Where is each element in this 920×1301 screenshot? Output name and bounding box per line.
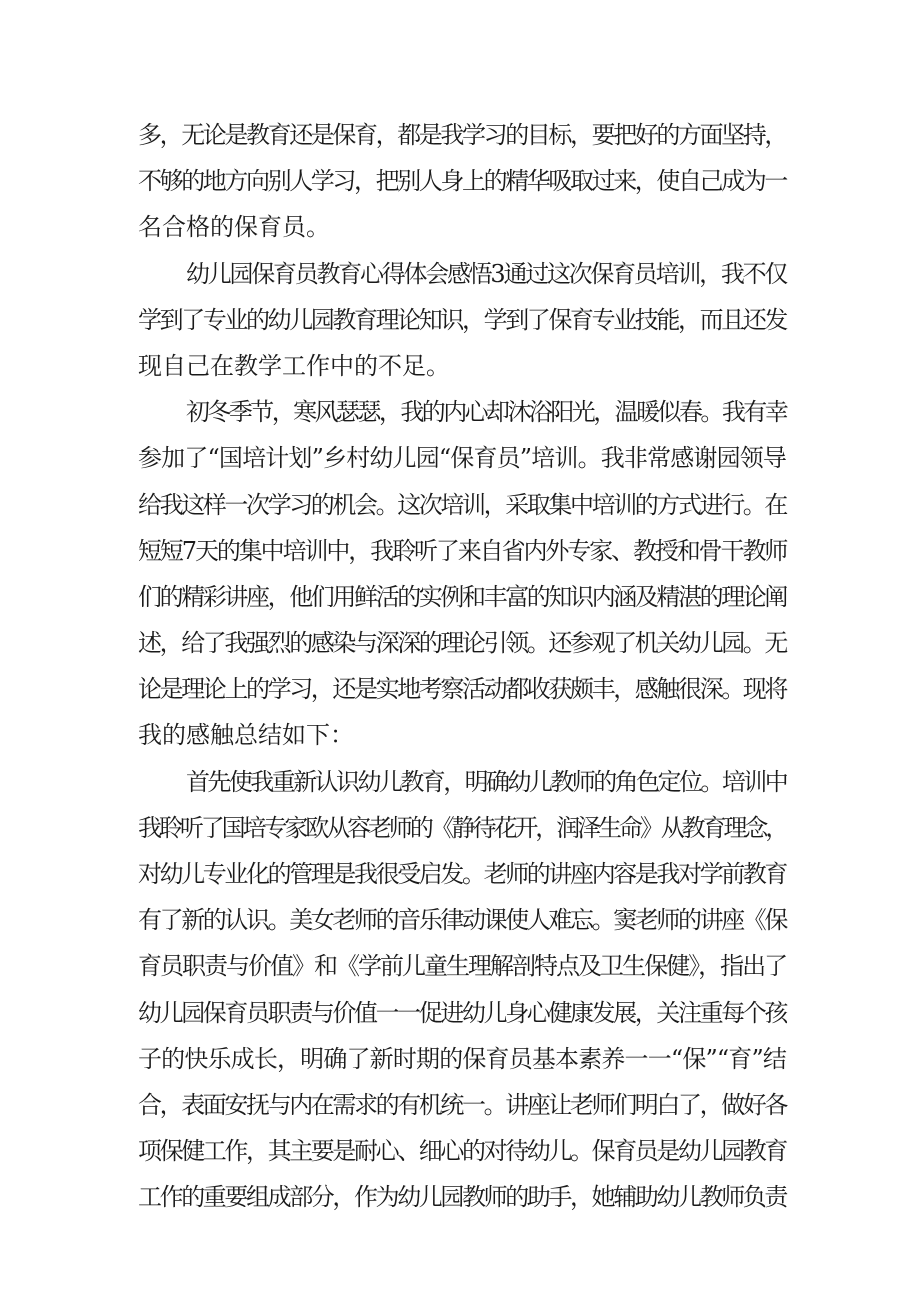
paragraph-3 bbox=[138, 389, 786, 759]
text-line: 不够的地方向别人学习，把别人身上的精华吸取过来，使自己成为一 bbox=[138, 167, 786, 196]
text-line: 多，无论是教育还是保育，都是我学习的目标，要把好的方面坚持， bbox=[138, 121, 786, 149]
text-line: 首先使我重新认识幼儿教育，明确幼儿教师的角色定位。培训中 bbox=[186, 767, 786, 796]
text-line: 初冬季节，寒风瑟瑟，我的内心却沐浴阳光，温暖似春。我有幸 bbox=[186, 398, 786, 427]
text-line: 幼儿园保育员教育心得体会感悟3通过这次保育员培训，我不仅 bbox=[186, 259, 786, 288]
text-line: 育员职责与价值》和《学前儿童生理解剖特点及卫生保健》，指出了 bbox=[138, 952, 786, 981]
paragraph-4 bbox=[138, 759, 786, 1221]
paragraph-1 bbox=[138, 112, 786, 251]
text-line: 们的精彩讲座，他们用鲜活的实例和丰富的知识内涵及精湛的理论阐 bbox=[138, 582, 786, 611]
text-line: 工作的重要组成部分，作为幼儿园教师的助手，她辅助幼儿教师负责 bbox=[138, 1183, 786, 1212]
text-line: 合，表面安抚与内在需求的有机统一。讲座让老师们明白了，做好各 bbox=[138, 1090, 786, 1119]
text-line: 现自己在教学工作中的不足。 bbox=[138, 351, 450, 380]
text-line: 论是理论上的学习，还是实地考察活动都收获颇丰，感触很深。现将 bbox=[138, 675, 786, 704]
text-line: 幼儿园保育员职责与价值一一促进幼儿身心健康发展，关注重每个孩 bbox=[138, 998, 786, 1027]
text-line: 述，给了我强烈的感染与深深的理论引领。还参观了机关幼儿园。无 bbox=[138, 629, 786, 658]
text-line: 短短7天的集中培训中，我聆听了来自省内外专家、教授和骨干教师 bbox=[138, 536, 787, 565]
text-line: 我聆听了国培专家欧从容老师的《静待花开，润泽生命》从教育理念， bbox=[138, 813, 786, 842]
text-line: 名合格的保育员。 bbox=[138, 213, 330, 242]
paragraph-2 bbox=[138, 251, 786, 390]
text-line: 参加了“国培计划”乡村幼儿园“保育员”培训。我非常感谢园领导 bbox=[138, 444, 786, 473]
text-line: 学到了专业的幼儿园教育理论知识，学到了保育专业技能，而且还发 bbox=[138, 305, 786, 334]
document-body bbox=[138, 112, 786, 1221]
text-line: 项保健工作，其主要是耐心、细心的对待幼儿。保育员是幼儿园教育 bbox=[138, 1137, 786, 1166]
text-line: 对幼儿专业化的管理是我很受启发。老师的讲座内容是我对学前教育 bbox=[138, 860, 786, 888]
text-line: 我的感触总结如下： bbox=[138, 721, 354, 750]
text-line: 子的快乐成长，明确了新时期的保育员基本素养一一“保”“育”结 bbox=[138, 1044, 786, 1073]
text-line: 给我这样一次学习的机会。这次培训，采取集中培训的方式进行。在 bbox=[138, 490, 786, 519]
text-line: 有了新的认识。美女老师的音乐律动课使人难忘。窦老师的讲座《保 bbox=[138, 906, 786, 935]
